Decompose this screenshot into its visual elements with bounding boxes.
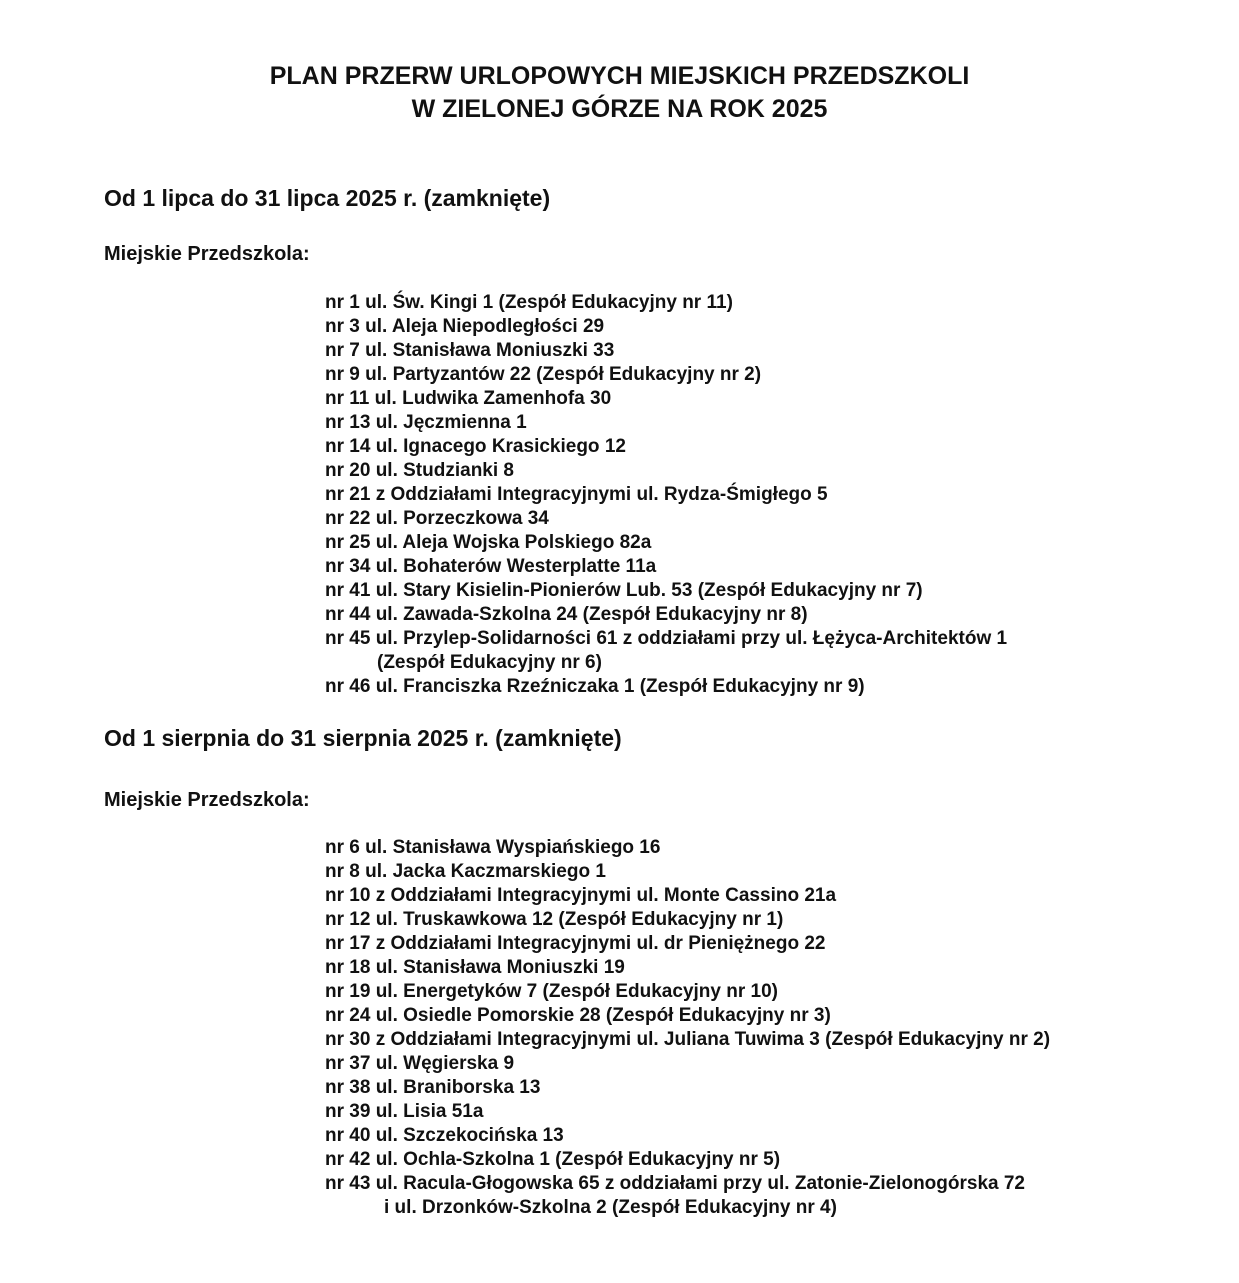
period-heading-august: Od 1 sierpnia do 31 sierpnia 2025 r. (zamknięte) — [104, 725, 622, 751]
list-item: nr 9 ul. Partyzantów 22 (Zespół Edukacyjny nr 2) — [325, 364, 762, 385]
period-heading-july: Od 1 lipca do 31 lipca 2025 r. (zamknięte) — [104, 185, 551, 211]
list-item: nr 14 ul. Ignacego Krasickiego 12 — [325, 436, 626, 457]
list-item: nr 3 ul. Aleja Niepodległości 29 — [325, 316, 605, 337]
list-item: nr 21 z Oddziałami Integracyjnymi ul. Rydza-Śmigłego 5 — [325, 484, 828, 505]
list-item: nr 8 ul. Jacka Kaczmarskiego 1 — [325, 861, 606, 882]
list-item: nr 24 ul. Osiedle Pomorskie 28 (Zespół Edukacyjny nr 3) — [325, 1005, 831, 1026]
list-item: nr 20 ul. Studzianki 8 — [325, 460, 514, 481]
list-item: nr 6 ul. Stanisława Wyspiańskiego 16 — [325, 837, 661, 858]
list-item: nr 44 ul. Zawada-Szkolna 24 (Zespół Edukacyjny nr 8) — [325, 604, 808, 625]
kindergarten-list-august — [325, 836, 1050, 1196]
list-item: nr 39 ul. Lisia 51a — [325, 1101, 484, 1122]
list-item: nr 12 ul. Truskawkowa 12 (Zespół Edukacyjny nr 1) — [325, 909, 784, 930]
kindergarten-list-july — [325, 291, 1007, 651]
list-item: nr 30 z Oddziałami Integracyjnymi ul. Juliana Tuwima 3 (Zespół Edukacyjny nr 2) — [325, 1029, 1051, 1050]
section-subheading-august: Miejskie Przedszkola: — [104, 789, 310, 811]
list-item: nr 13 ul. Jęczmienna 1 — [325, 412, 527, 433]
list-item: nr 22 ul. Porzeczkowa 34 — [325, 508, 549, 529]
list-item-continuation: i ul. Drzonków-Szkolna 2 (Zespół Edukacyjny nr 4) — [384, 1197, 837, 1218]
list-item: nr 18 ul. Stanisława Moniuszki 19 — [325, 957, 625, 978]
document-title-line-1: PLAN PRZERW URLOPOWYCH MIEJSKICH PRZEDSZKOLI — [269, 62, 970, 90]
list-item: nr 37 ul. Węgierska 9 — [325, 1053, 515, 1074]
list-item: nr 38 ul. Braniborska 13 — [325, 1077, 541, 1098]
list-item: nr 10 z Oddziałami Integracyjnymi ul. Monte Cassino 21a — [325, 885, 837, 906]
list-item: nr 1 ul. Św. Kingi 1 (Zespół Edukacyjny nr 11) — [325, 292, 733, 313]
list-item: nr 17 z Oddziałami Integracyjnymi ul. dr Pieniężnego 22 — [325, 933, 826, 954]
list-item: nr 42 ul. Ochla-Szkolna 1 (Zespół Edukacyjny nr 5) — [325, 1149, 781, 1170]
list-item: nr 46 ul. Franciszka Rzeźniczaka 1 (Zespół Edukacyjny nr 9) — [325, 676, 865, 697]
list-item: nr 7 ul. Stanisława Moniuszki 33 — [325, 340, 615, 361]
document-title-line-2: W ZIELONEJ GÓRZE NA ROK 2025 — [411, 95, 828, 123]
list-item: nr 25 ul. Aleja Wojska Polskiego 82a — [325, 532, 652, 553]
list-item: nr 43 ul. Racula-Głogowska 65 z oddziałami przy ul. Zatonie-Zielonogórska 72 — [325, 1173, 1025, 1194]
list-item-continuation: (Zespół Edukacyjny nr 6) — [377, 652, 602, 673]
section-subheading-july: Miejskie Przedszkola: — [104, 243, 310, 265]
list-item: nr 34 ul. Bohaterów Westerplatte 11a — [325, 556, 657, 577]
list-item: nr 40 ul. Szczekocińska 13 — [325, 1125, 564, 1146]
list-item: nr 45 ul. Przylep-Solidarności 61 z oddziałami przy ul. Łężyca-Architektów 1 — [325, 628, 1008, 649]
list-item: nr 19 ul. Energetyków 7 (Zespół Edukacyjny nr 10) — [325, 981, 778, 1002]
list-item: nr 11 ul. Ludwika Zamenhofa 30 — [325, 388, 612, 409]
list-item: nr 41 ul. Stary Kisielin-Pionierów Lub. 53 (Zespół Edukacyjny nr 7) — [325, 580, 923, 601]
